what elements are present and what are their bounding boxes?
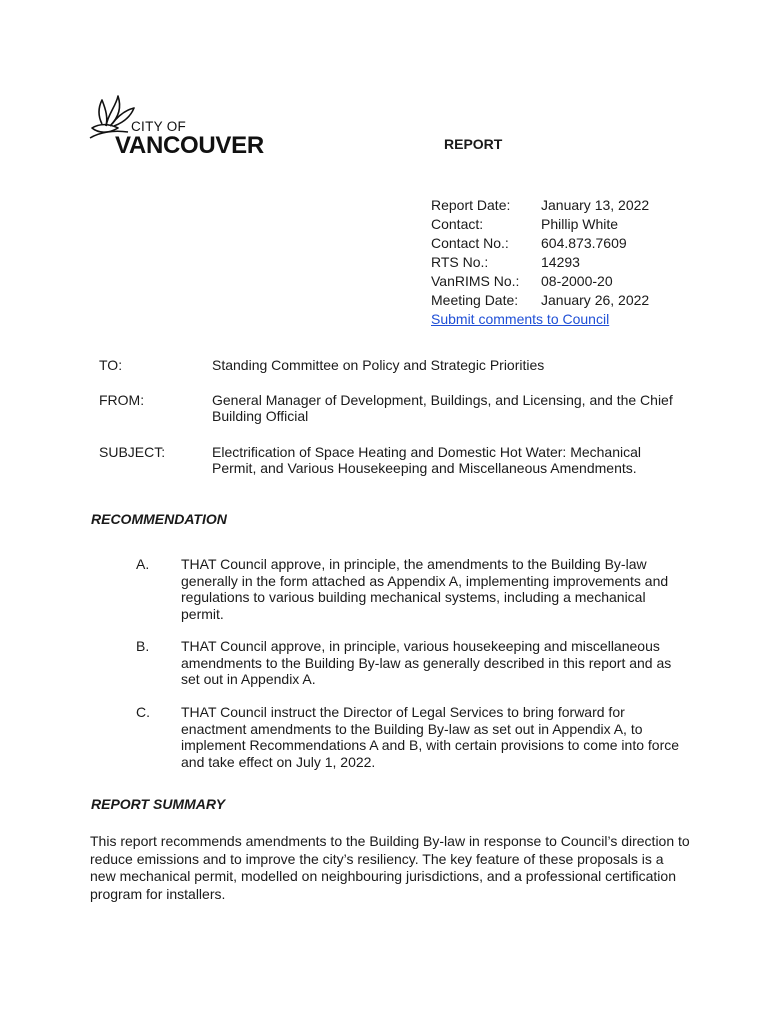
meta-row-meeting-date [431,291,649,310]
recommendation-letter: A. [136,556,150,572]
logo-vancouver-text: VANCOUVER [115,132,264,159]
recommendation-text: THAT Council approve, in principle, the amendments to the Building By-law generally in the form attached as Appendix A, implementing improvements and regulations to various building mechanical systems, including a mechanical permit. [181,556,669,622]
meta-value: 14293 [541,254,580,270]
meta-label: Contact: [431,216,484,232]
recommendation-letter: B. [136,638,150,654]
city-of-vancouver-logo [88,90,268,162]
meta-row-rts-no [431,253,649,272]
meta-label: Meeting Date: [431,292,519,308]
recommendation-text: THAT Council approve, in principle, various housekeeping and miscellaneous amendments to the Building By-law as generally described in this report and as set out in Appendix A. [181,638,672,687]
subject-value: Electrification of Space Heating and Domestic Hot Water: Mechanical Permit, and Various Housekeeping and Miscellaneous Amendments. [212,444,642,476]
recommendation-letter: C. [136,704,150,720]
recommendation-title: RECOMMENDATION [91,511,227,527]
from-value: General Manager of Development, Buildings, and Licensing, and the Chief Building Official [212,392,673,424]
meta-value: 08-2000-20 [541,273,613,289]
report-summary-text: This report recommends amendments to the Building By-law in response to Council’s direction to reduce emissions and to improve the city’s resiliency. The key feature of these proposals is a new mechanical permit, modelled on neighbouring jurisdictions, and a professional certification program for installers. [90,833,690,902]
to-value: Standing Committee on Policy and Strategic Priorities [212,357,545,373]
meta-label: Contact No.: [431,235,509,251]
meta-label: VanRIMS No.: [431,273,520,289]
submit-comments-link[interactable]: Submit comments to Council [431,311,610,327]
report-summary-title: REPORT SUMMARY [91,796,226,812]
logo-city-of-text: CITY OF [131,119,187,134]
meta-value: January 13, 2022 [541,197,650,213]
subject-label: SUBJECT: [99,444,166,460]
meta-label: RTS No.: [431,254,489,270]
meta-row-vanrims-no [431,272,649,291]
meta-label: Report Date: [431,197,511,213]
meta-row-contact-no [431,234,649,253]
from-label: FROM: [99,392,145,408]
meta-value: January 26, 2022 [541,292,650,308]
report-meta [431,196,649,329]
meta-value: Phillip White [541,216,619,232]
recommendation-text: THAT Council instruct the Director of Legal Services to bring forward for enactment amendments to the Building By-law as set out in Appendix A, to implement Recommendations A and B, with certain provisions to come into force and take effect on July 1, 2022. [181,704,680,770]
to-label: TO: [99,357,123,373]
meta-row-report-date [431,196,649,215]
meta-row-contact [431,215,649,234]
meta-value: 604.873.7609 [541,235,627,251]
report-heading: REPORT [444,136,503,152]
